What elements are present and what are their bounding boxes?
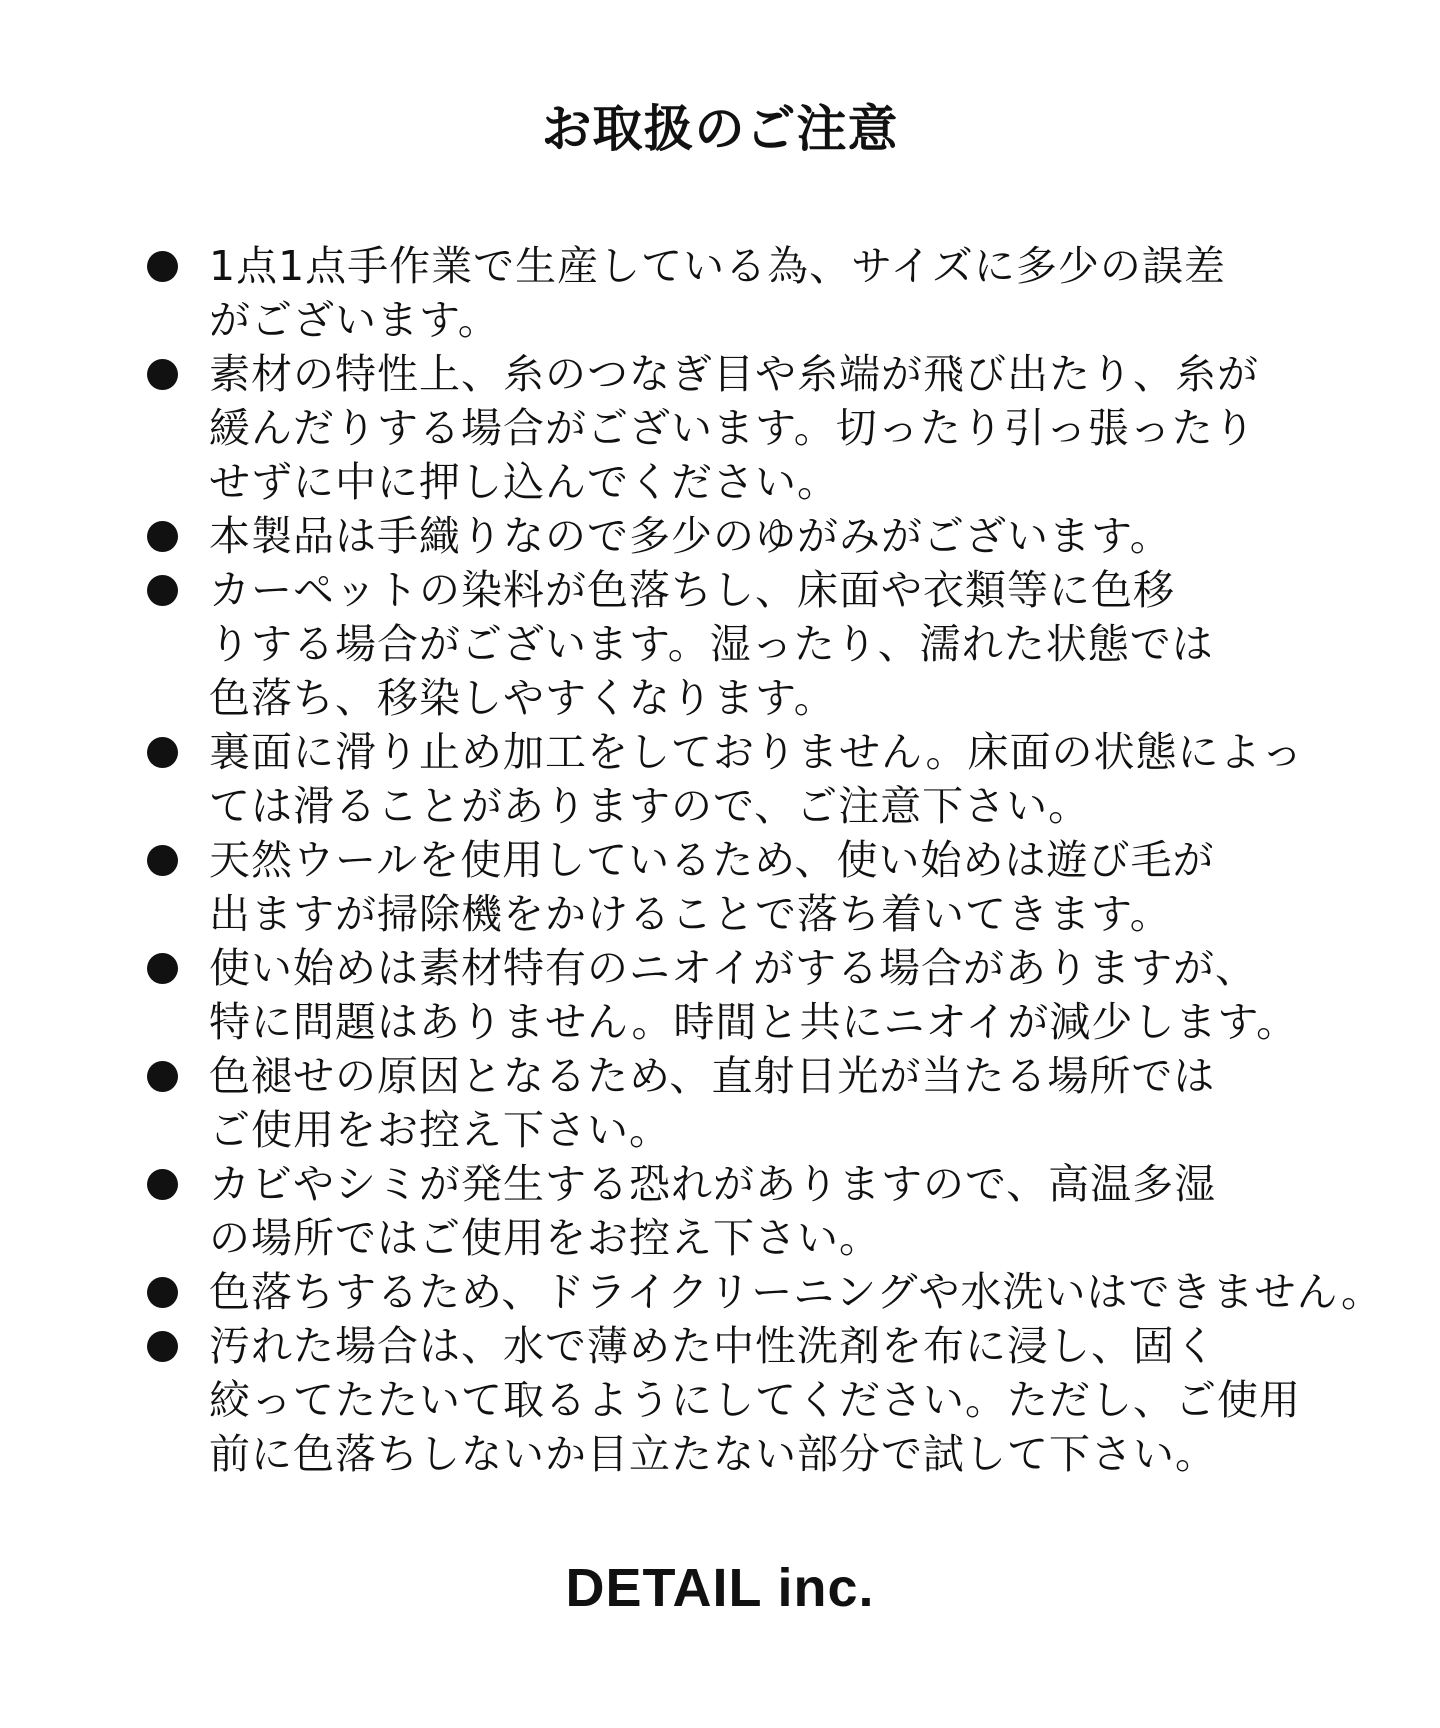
notice-text-line: カーペットの染料が色落ちし、床面や衣類等に色移 bbox=[209, 566, 1175, 614]
notice-text-line: せずに中に押し込んでください。 bbox=[209, 458, 839, 506]
notice-text-line: 素材の特性上、糸のつなぎ目や糸端が飛び出たり、糸が bbox=[209, 350, 1259, 398]
notice-text-line: の場所ではご使用をお控え下さい。 bbox=[209, 1214, 881, 1262]
bullet-icon bbox=[147, 251, 178, 282]
notice-text-line: 汚れた場合は、水で薄めた中性洗剤を布に浸し、固く bbox=[209, 1322, 1217, 1370]
bullet-icon bbox=[147, 521, 178, 552]
notice-item bbox=[145, 563, 1305, 725]
bullet-icon bbox=[147, 359, 178, 390]
notice-text-line: 特に問題はありません。時間と共にニオイが減少します。 bbox=[209, 998, 1299, 1046]
notice-text-line: りする場合がございます。湿ったり、濡れた状態では bbox=[209, 620, 1214, 668]
notice-text-line: ては滑ることがありますので、ご注意下さい。 bbox=[209, 782, 1091, 830]
notice-text-line: 色落ち、移染しやすくなります。 bbox=[209, 674, 836, 722]
bullet-icon bbox=[147, 1061, 178, 1092]
bullet-icon bbox=[147, 845, 178, 876]
notice-item bbox=[145, 833, 1305, 941]
notice-item bbox=[145, 1319, 1305, 1481]
notice-text-line: 1点1点手作業で生産している為、サイズに多少の誤差 bbox=[209, 242, 1226, 290]
bullet-icon bbox=[147, 1277, 178, 1308]
bullet-icon bbox=[147, 737, 178, 768]
notice-item bbox=[145, 347, 1305, 509]
brand-name: DETAIL inc. bbox=[565, 1558, 875, 1618]
bullet-icon bbox=[147, 575, 178, 606]
notice-item bbox=[145, 725, 1305, 833]
notice-text-line: 絞ってたたいて取るようにしてください。ただし、ご使用 bbox=[209, 1376, 1301, 1424]
notice-text-line: 前に色落ちしないか目立たない部分で試して下さい。 bbox=[209, 1430, 1217, 1478]
bullet-icon bbox=[147, 953, 178, 984]
page-title: お取扱のご注意 bbox=[541, 100, 899, 158]
notice-text-line: 本製品は手織りなので多少のゆがみがございます。 bbox=[209, 512, 1172, 560]
notice-text-line: ご使用をお控え下さい。 bbox=[209, 1106, 671, 1154]
notice-item bbox=[145, 1265, 1383, 1319]
notice-item bbox=[145, 941, 1305, 1049]
notice-list bbox=[145, 239, 1383, 1481]
notice-text-line: がございます。 bbox=[209, 296, 500, 344]
notice-text-line: カビやシミが発生する恐れがありますので、高温多湿 bbox=[209, 1160, 1217, 1208]
notice-item bbox=[145, 1049, 1305, 1157]
notice-text-line: 出ますが掃除機をかけることで落ち着いてきます。 bbox=[209, 890, 1172, 938]
notice-text-line: 天然ウールを使用しているため、使い始めは遊び毛が bbox=[209, 836, 1215, 884]
bullet-icon bbox=[147, 1331, 178, 1362]
bullet-icon bbox=[147, 1169, 178, 1200]
notice-item bbox=[145, 1157, 1305, 1265]
notice-item bbox=[145, 509, 1305, 563]
notice-text-line: 色褪せの原因となるため、直射日光が当たる場所では bbox=[209, 1052, 1216, 1100]
notice-text-line: 裏面に滑り止め加工をしておりません。床面の状態によっ bbox=[209, 728, 1304, 776]
notice-item bbox=[145, 239, 1305, 347]
notice-text-line: 色落ちするため、ドライクリーニングや水洗いはできません。 bbox=[209, 1268, 1383, 1316]
notice-text-line: 使い始めは素材特有のニオイがする場合がありますが、 bbox=[209, 944, 1257, 992]
notice-text-line: 緩んだりする場合がございます。切ったり引っ張ったり bbox=[209, 404, 1256, 452]
